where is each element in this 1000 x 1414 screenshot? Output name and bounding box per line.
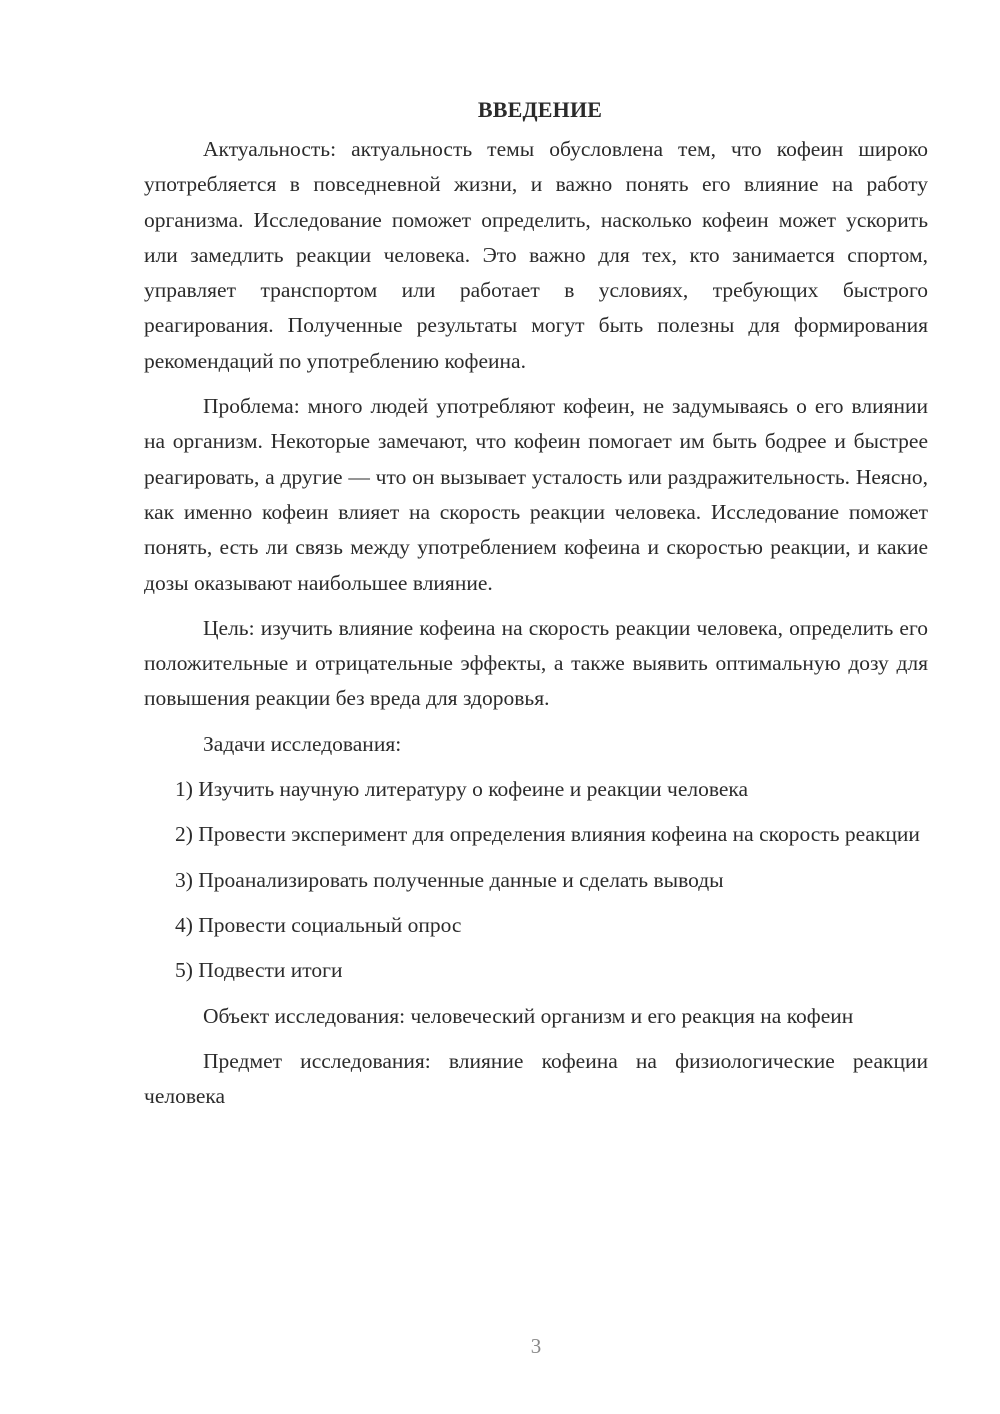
object-paragraph: Объект исследования: человеческий организм и его реакция на кофеин [203,1003,854,1028]
page-content [144,92,928,1124]
task-item-4: 4) Провести социальный опрос [175,912,462,937]
subject-paragraph: Предмет исследования: влияние кофеина на физиологические реакции человека [144,1048,928,1109]
task-item-1: 1) Изучить научную литературу о кофеине и реакции человека [175,777,749,802]
section-heading: ВВЕДЕНИЕ [477,97,603,122]
task-item-5: 5) Подвести итоги [175,958,343,983]
page-number: 3 [530,1334,542,1358]
task-item-3: 3) Проанализировать полученные данные и сделать выводы [175,867,724,892]
relevance-paragraph: Актуальность: актуальность темы обусловлена тем, что кофеин широко употребляется в повседневной жизни, и важно понять его влияние на работу организма. Исследование поможет определить, насколько кофеин может ускорить или замедлить реакции человека. Это важно для тех, кто занимается спортом, управляет транспортом или работает в условиях, требующих быстрого реагирования. Полученные результаты могут быть полезны для формирования рекомендаций по употреблению кофеина. [144,137,928,373]
task-item-2: 2) Провести эксперимент для определения влияния кофеина на скорость реакции [175,822,920,847]
goal-paragraph: Цель: изучить влияние кофеина на скорость реакции человека, определить его положительные и отрицательные эффекты, а также выявить оптимальную дозу для повышения реакции без вреда для здоровья. [144,615,928,711]
tasks-title: Задачи исследования: [203,731,402,756]
problem-paragraph: Проблема: много людей употребляют кофеин, не задумываясь о его влиянии на организм. Некоторые замечают, что кофеин помогает им быть бодрее и быстрее реагировать, а другие — что он вызывает усталость или раздражительность. Неясно, как именно кофеин влияет на скорость реакции человека. Исследование поможет понять, есть ли связь между употреблением кофеина и скоростью реакции, и какие дозы оказывают наибольшее влияние. [144,394,928,595]
